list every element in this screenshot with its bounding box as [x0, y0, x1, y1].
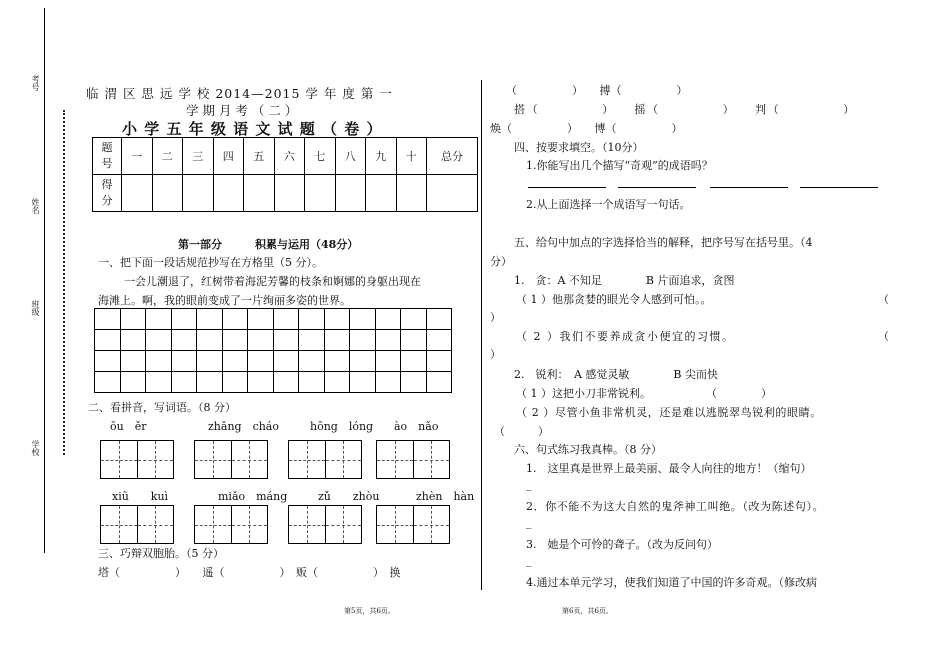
margin-line	[44, 8, 45, 553]
tianzige-box[interactable]	[376, 505, 450, 544]
answer-line[interactable]	[528, 187, 606, 188]
q6-3: 3. 她是个可怜的聋子。（改为反问句）	[526, 538, 718, 551]
pinyin-2: zhǎng cháo	[208, 420, 279, 433]
answer-line[interactable]	[800, 187, 878, 188]
r-line1: （ ） 搏（ ）	[506, 84, 688, 97]
score-cell[interactable]	[274, 175, 305, 212]
q6-1: 1. 这里真是世界上最美丽、最令人向往的地方！（缩句）	[526, 462, 812, 475]
q6-1-answer[interactable]: _	[526, 478, 532, 491]
q6-heading: 六、句式练习我真棒。（8 分）	[514, 443, 662, 456]
tianzige-box[interactable]	[100, 440, 174, 479]
r-line3: 焕（ ） 博（ ）	[490, 122, 683, 135]
pinyin-4: ào nǎo	[394, 420, 439, 433]
score-label-fen: 分	[101, 194, 113, 207]
score-col-8: 八	[335, 138, 366, 175]
score-cell[interactable]	[152, 175, 183, 212]
score-col-9: 九	[366, 138, 397, 175]
score-col-6: 六	[274, 138, 305, 175]
page-footer-left: 第5页，共6页。	[344, 607, 395, 615]
q3-heading: 三、巧辩双胞胎。（5 分）	[98, 547, 224, 560]
tianzige-box[interactable]	[376, 440, 450, 479]
q5-1a-close: ）	[490, 311, 501, 324]
r-line2: 搭（ ） 摇（ ） 判（ ）	[514, 103, 856, 116]
xingming-label: 姓名	[31, 198, 40, 214]
score-cell[interactable]	[213, 175, 244, 212]
score-cell[interactable]	[244, 175, 275, 212]
pinyin-8: zhèn hàn	[416, 490, 475, 503]
pinyin-5: xiū kuì	[112, 490, 169, 503]
part1-heading: 第一部分 积累与运用（48分）	[178, 238, 359, 251]
page-divider	[481, 80, 482, 590]
q3-line: 塔（ ） 遥（ ） 贩（ ） 换	[98, 566, 401, 579]
q5-1b: （ 2 ）我们不要养成贪小便宜的习惯。	[516, 330, 735, 343]
score-cell[interactable]	[396, 175, 427, 212]
xuexiao-label: 学校	[31, 440, 40, 456]
score-cell[interactable]	[183, 175, 214, 212]
tianzige-box[interactable]	[288, 505, 362, 544]
q6-2-answer[interactable]: _	[526, 516, 532, 529]
score-col-5: 五	[244, 138, 275, 175]
school-title-line2: 学 期 月 考 （ 二 ）	[186, 103, 298, 118]
q5-2b: （ 2 ）尽管小鱼非常机灵，还是难以逃脱翠鸟锐利的眼睛。	[516, 406, 822, 419]
exam-title: 小 学 五 年 级 语 文 试 题 （ 卷 ）	[122, 120, 383, 138]
binding-dotted-line	[63, 110, 65, 455]
score-cell[interactable]	[305, 175, 336, 212]
kaohao-label: 考号	[31, 75, 40, 91]
q4-1: 1.你能写出几个描写“奇观”的成语吗？	[526, 159, 713, 172]
pinyin-1: ōu ěr	[110, 420, 147, 433]
pinyin-7: zǔ zhòu	[318, 490, 380, 503]
tianzige-box[interactable]	[194, 440, 268, 479]
q4-heading: 四、按要求填空。（10分）	[514, 141, 644, 154]
q4-2: 2.从上面选择一个成语写一句话。	[526, 198, 691, 211]
q6-2: 2．你不能不为这大自然的鬼斧神工叫绝。（改为陈述句）。	[526, 500, 825, 513]
school-title-line1: 临 渭 区 思 远 学 校 2014—2015 学 年 度 第 一	[86, 86, 393, 101]
score-col-7: 七	[305, 138, 336, 175]
page-footer-right: 第6页，共6页。	[562, 607, 613, 615]
score-col-3: 三	[183, 138, 214, 175]
score-cell[interactable]	[366, 175, 397, 212]
q5-heading: 五、给句中加点的字选择恰当的解释，把序号写在括号里。（4	[514, 236, 813, 249]
score-col-total: 总分	[427, 138, 478, 175]
score-cell[interactable]	[427, 175, 478, 212]
banji-label: 班级	[31, 300, 40, 316]
q6-4: 4.通过本单元学习，使我们知道了中国的许多奇观。（修改病	[526, 576, 817, 589]
q2-heading: 二、看拼音，写词语。（8 分）	[88, 401, 236, 414]
tianzige-box[interactable]	[288, 440, 362, 479]
pinyin-3: hōng lóng	[310, 420, 374, 433]
q5-1b-close: ）	[490, 348, 501, 361]
q1-heading: 一、把下面一段话规范抄写在方格里（5 分）。	[98, 256, 323, 269]
score-table	[92, 137, 478, 212]
q5-1a: （ 1 ）他那贪婪的眼光令人感到可怕。。	[516, 293, 712, 306]
q5-1a-paren: （	[878, 293, 889, 306]
q1-text-line1: 一会儿潮退了，红树带着海泥芳馨的枝条和婀娜的身躯出现在	[124, 275, 421, 288]
q5-1b-paren: （	[878, 330, 889, 343]
q1-text-line2: 海滩上。啊，我的眼前变成了一片绚丽多姿的世界。	[98, 294, 351, 307]
score-label-ti: 题	[101, 141, 113, 154]
score-col-2: 二	[152, 138, 183, 175]
score-cell[interactable]	[335, 175, 366, 212]
score-cell[interactable]	[122, 175, 153, 212]
answer-line[interactable]	[618, 187, 696, 188]
answer-line[interactable]	[710, 187, 788, 188]
score-col-10: 十	[396, 138, 427, 175]
q5-2: 2. 锐利： A 感觉灵敏 B 尖而快	[514, 368, 719, 381]
tianzige-box[interactable]	[194, 505, 268, 544]
tianzige-box[interactable]	[100, 505, 174, 544]
q5-1: 1. 贪：A 不知足 B 片面追求，贪图	[514, 274, 735, 287]
q5-2a: （ 1 ）这把小刀非常锐利。 （ ）	[516, 387, 772, 400]
pinyin-6: miǎo máng	[218, 490, 288, 503]
score-col-1: 一	[122, 138, 153, 175]
q5-2b-paren: （ ）	[494, 425, 549, 438]
copy-grid[interactable]	[94, 308, 452, 393]
q5-heading-cont: 分）	[490, 255, 512, 268]
score-label-hao: 号	[101, 157, 113, 170]
score-col-4: 四	[213, 138, 244, 175]
q6-3-answer[interactable]: _	[526, 554, 532, 567]
score-label-de: 得	[101, 178, 113, 191]
